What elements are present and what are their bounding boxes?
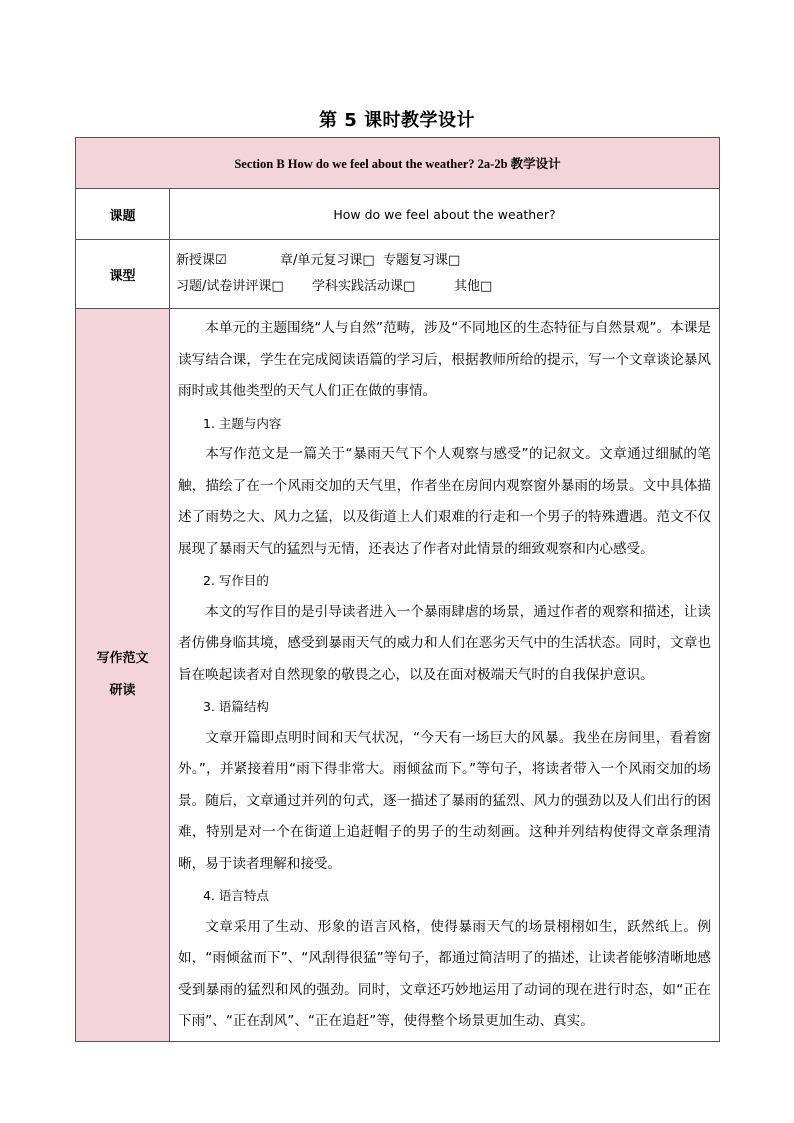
section-text-structure: 文章开篇即点明时间和天气状况，“今天有一场巨大的风暴。我坐在房间里，看着窗外。”，并紧接着用“雨下得非常大。雨倾盆而下。”等句子，将读者带入一个风雨交加的场景。随后，文章通过并列的句式，逐一描述了暴雨的猛烈、风力的强劲以及人们出行的困难，特别是对一个在街道上追赶帽子的男子的生动刻画。这种并列结构使得文章条理清晰，易于读者理解和接受。 — [178, 729, 711, 872]
lesson-type-options-row-2 — [176, 274, 713, 300]
reading-label-line-2: 研读 — [109, 682, 136, 698]
lesson-type-option-topic-review[interactable]: 专题复习课□ — [383, 253, 461, 268]
lesson-type-label: 课型 — [76, 240, 170, 309]
section-heading-structure: 3. 语篇结构 — [203, 699, 269, 714]
lesson-type-option-exercise-review[interactable]: 习题/试卷讲评课□ — [176, 279, 284, 294]
lesson-type-options — [170, 240, 720, 309]
reading-label — [76, 309, 170, 1042]
reading-row — [76, 309, 720, 1042]
section-text-language: 文章采用了生动、形象的语言风格，使得暴雨天气的场景栩栩如生，跃然纸上。例如，“雨倾盆而下”、“风刮得很猛”等句子，都通过简洁明了的描述，让读者能够清晰地感受到暴雨的猛烈和风的强劲。同时，文章还巧妙地运用了动词的现在进行时态，如“正在下雨”、“正在刮风”、“正在追赶”等，使得整个场景更加生动、真实。 — [178, 918, 711, 1029]
topic-value: How do we feel about the weather? — [170, 189, 720, 240]
reading-body — [170, 309, 720, 1042]
header-row — [76, 138, 720, 189]
topic-label: 课题 — [76, 189, 170, 240]
lesson-type-option-other[interactable]: 其他□ — [454, 279, 493, 294]
section-heading-theme: 1. 主题与内容 — [203, 415, 282, 431]
reading-label-line-1: 写作范文 — [96, 650, 149, 666]
lesson-type-option-unit-review[interactable]: 章/单元复习课□ — [280, 253, 375, 268]
lesson-type-options-row-1 — [176, 248, 713, 274]
lesson-plan-table — [75, 137, 720, 1042]
lesson-type-option-new[interactable]: 新授课☑ — [176, 253, 227, 268]
section-text-purpose: 本文的写作目的是引导读者进入一个暴雨肆虐的场景，通过作者的观察和描述，让读者仿佛身临其境，感受到暴雨天气的威力和人们在恶劣天气中的生活状态。同时，文章也旨在唤起读者对自然现象的敬畏之心，以及在面对极端天气时的自我保护意识。 — [178, 603, 711, 683]
section-heading-purpose: 2. 写作目的 — [203, 573, 269, 588]
reading-intro: 本单元的主题围绕“人与自然”范畴，涉及“不同地区的生态特征与自然景观”。本课是读写结合课，学生在完成阅读语篇的学习后，根据教师所给的提示，写一个文章谈论暴风雨时或其他类型的天气人们正在做的事情。 — [178, 320, 711, 399]
table-header: Section B How do we feel about the weather? 2a-2b 教学设计 — [76, 138, 720, 189]
section-heading-language: 4. 语言特点 — [203, 888, 269, 903]
topic-row — [76, 189, 720, 240]
lesson-type-row — [76, 240, 720, 309]
lesson-type-option-practice[interactable]: 学科实践活动课□ — [312, 279, 416, 294]
section-text-theme: 本写作范文是一篇关于“暴雨天气下个人观察与感受”的记叙文。文章通过细腻的笔触，描绘了在一个风雨交加的天气里，作者坐在房间内观察窗外暴雨的场景。文中具体描述了雨势之大、风力之猛，以及街道上人们艰难的行走和一个男子的特殊遭遇。范文不仅展现了暴雨天气的猛烈与无情，还表达了作者对此情景的细致观察和内心感受。 — [178, 446, 711, 557]
page-title: 第 5 课时教学设计 — [318, 110, 476, 131]
